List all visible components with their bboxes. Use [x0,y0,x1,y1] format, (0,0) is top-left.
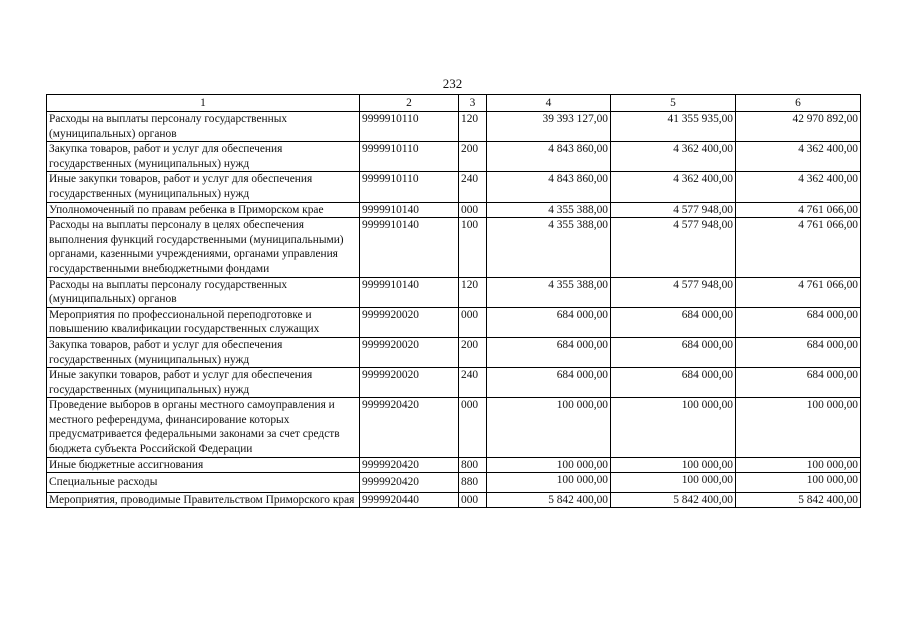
row-amount-6: 684 000,00 [736,307,861,337]
row-name: Закупка товаров, работ и услуг для обеспечения государственных (муниципальных) нужд [47,337,360,367]
row-type: 240 [459,172,487,202]
row-amount-4: 684 000,00 [487,307,611,337]
row-amount-4: 39 393 127,00 [487,112,611,142]
table-row [47,368,861,398]
row-type: 120 [459,277,487,307]
page-number: 232 [442,76,463,91]
header-cell: 6 [736,95,861,112]
row-code: 9999920420 [360,457,459,473]
row-name: Закупка товаров, работ и услуг для обеспечения государственных (муниципальных) нужд [47,142,360,172]
row-amount-5: 5 842 400,00 [611,492,736,508]
table-row [47,112,861,142]
row-amount-6: 100 000,00 [736,457,861,473]
row-amount-6: 684 000,00 [736,368,861,398]
header-row [47,95,861,112]
row-amount-6: 100 000,00 [736,398,861,457]
row-type: 800 [459,457,487,473]
row-amount-4: 684 000,00 [487,337,611,367]
row-amount-6: 4 362 400,00 [736,142,861,172]
row-code: 9999910110 [360,112,459,142]
row-amount-6: 4 761 066,00 [736,218,861,277]
row-amount-4: 5 842 400,00 [487,492,611,508]
row-amount-4: 100 000,00 [487,398,611,457]
row-amount-5: 684 000,00 [611,337,736,367]
row-name: Проведение выборов в органы местного самоуправления и местного референдума, финансирование которых предусматривается федеральными законами за счет средств бюджета субъекта Российской Федерации [47,398,360,457]
header-cell: 2 [360,95,459,112]
row-code: 9999910110 [360,142,459,172]
row-amount-4: 4 355 388,00 [487,202,611,218]
row-amount-6: 100 000,00 [736,473,861,493]
row-code: 9999920020 [360,307,459,337]
row-type: 100 [459,218,487,277]
table-row [47,492,861,508]
table-row [47,337,861,367]
table-row [47,172,861,202]
row-amount-5: 4 362 400,00 [611,172,736,202]
row-amount-4: 684 000,00 [487,368,611,398]
table-row [47,457,861,473]
table-row [47,202,861,218]
row-amount-4: 100 000,00 [487,457,611,473]
row-amount-4: 4 843 860,00 [487,142,611,172]
row-code: 9999920020 [360,368,459,398]
table-row [47,398,861,457]
row-name: Мероприятия, проводимые Правительством Приморского края [47,492,360,508]
header-cell: 3 [459,95,487,112]
budget-table [46,94,861,508]
row-amount-5: 4 577 948,00 [611,218,736,277]
header-cell: 4 [487,95,611,112]
header-cell: 5 [611,95,736,112]
row-type: 200 [459,337,487,367]
table-row [47,307,861,337]
row-code: 9999910110 [360,172,459,202]
row-type: 120 [459,112,487,142]
row-code: 9999920440 [360,492,459,508]
row-code: 9999910140 [360,202,459,218]
row-amount-5: 684 000,00 [611,368,736,398]
row-type: 000 [459,202,487,218]
row-amount-4: 100 000,00 [487,473,611,493]
row-amount-6: 4 761 066,00 [736,202,861,218]
table-row [47,142,861,172]
row-type: 000 [459,492,487,508]
row-amount-5: 4 577 948,00 [611,277,736,307]
header-cell: 1 [47,95,360,112]
row-type: 000 [459,307,487,337]
row-code: 9999910140 [360,218,459,277]
row-type: 880 [459,473,487,493]
row-code: 9999920420 [360,473,459,493]
table-row [47,473,861,493]
row-name: Уполномоченный по правам ребенка в Приморском крае [47,202,360,218]
table-row [47,277,861,307]
row-amount-5: 100 000,00 [611,473,736,493]
row-amount-5: 684 000,00 [611,307,736,337]
row-type: 200 [459,142,487,172]
row-code: 9999920020 [360,337,459,367]
row-amount-4: 4 843 860,00 [487,172,611,202]
row-name: Мероприятия по профессиональной переподготовке и повышению квалификации государственных служащих [47,307,360,337]
row-amount-6: 4 362 400,00 [736,172,861,202]
row-name: Иные закупки товаров, работ и услуг для обеспечения государственных (муниципальных) нужд [47,368,360,398]
row-name: Иные закупки товаров, работ и услуг для обеспечения государственных (муниципальных) нужд [47,172,360,202]
row-amount-6: 5 842 400,00 [736,492,861,508]
row-amount-5: 4 362 400,00 [611,142,736,172]
table-row [47,218,861,277]
row-name: Расходы на выплаты персоналу государственных (муниципальных) органов [47,112,360,142]
row-code: 9999920420 [360,398,459,457]
row-amount-6: 42 970 892,00 [736,112,861,142]
row-name: Расходы на выплаты персоналу в целях обеспечения выполнения функций государственными (муниципальными) органами, казенными учреждениями, органами управления государственными внебюджетными фондами [47,218,360,277]
row-name: Расходы на выплаты персоналу государственных (муниципальных) органов [47,277,360,307]
row-name: Специальные расходы [47,473,360,493]
row-amount-5: 100 000,00 [611,457,736,473]
row-type: 000 [459,398,487,457]
row-amount-4: 4 355 388,00 [487,277,611,307]
row-name: Иные бюджетные ассигнования [47,457,360,473]
row-amount-5: 4 577 948,00 [611,202,736,218]
row-code: 9999910140 [360,277,459,307]
row-amount-4: 4 355 388,00 [487,218,611,277]
row-amount-5: 41 355 935,00 [611,112,736,142]
row-type: 240 [459,368,487,398]
row-amount-6: 4 761 066,00 [736,277,861,307]
row-amount-5: 100 000,00 [611,398,736,457]
row-amount-6: 684 000,00 [736,337,861,367]
